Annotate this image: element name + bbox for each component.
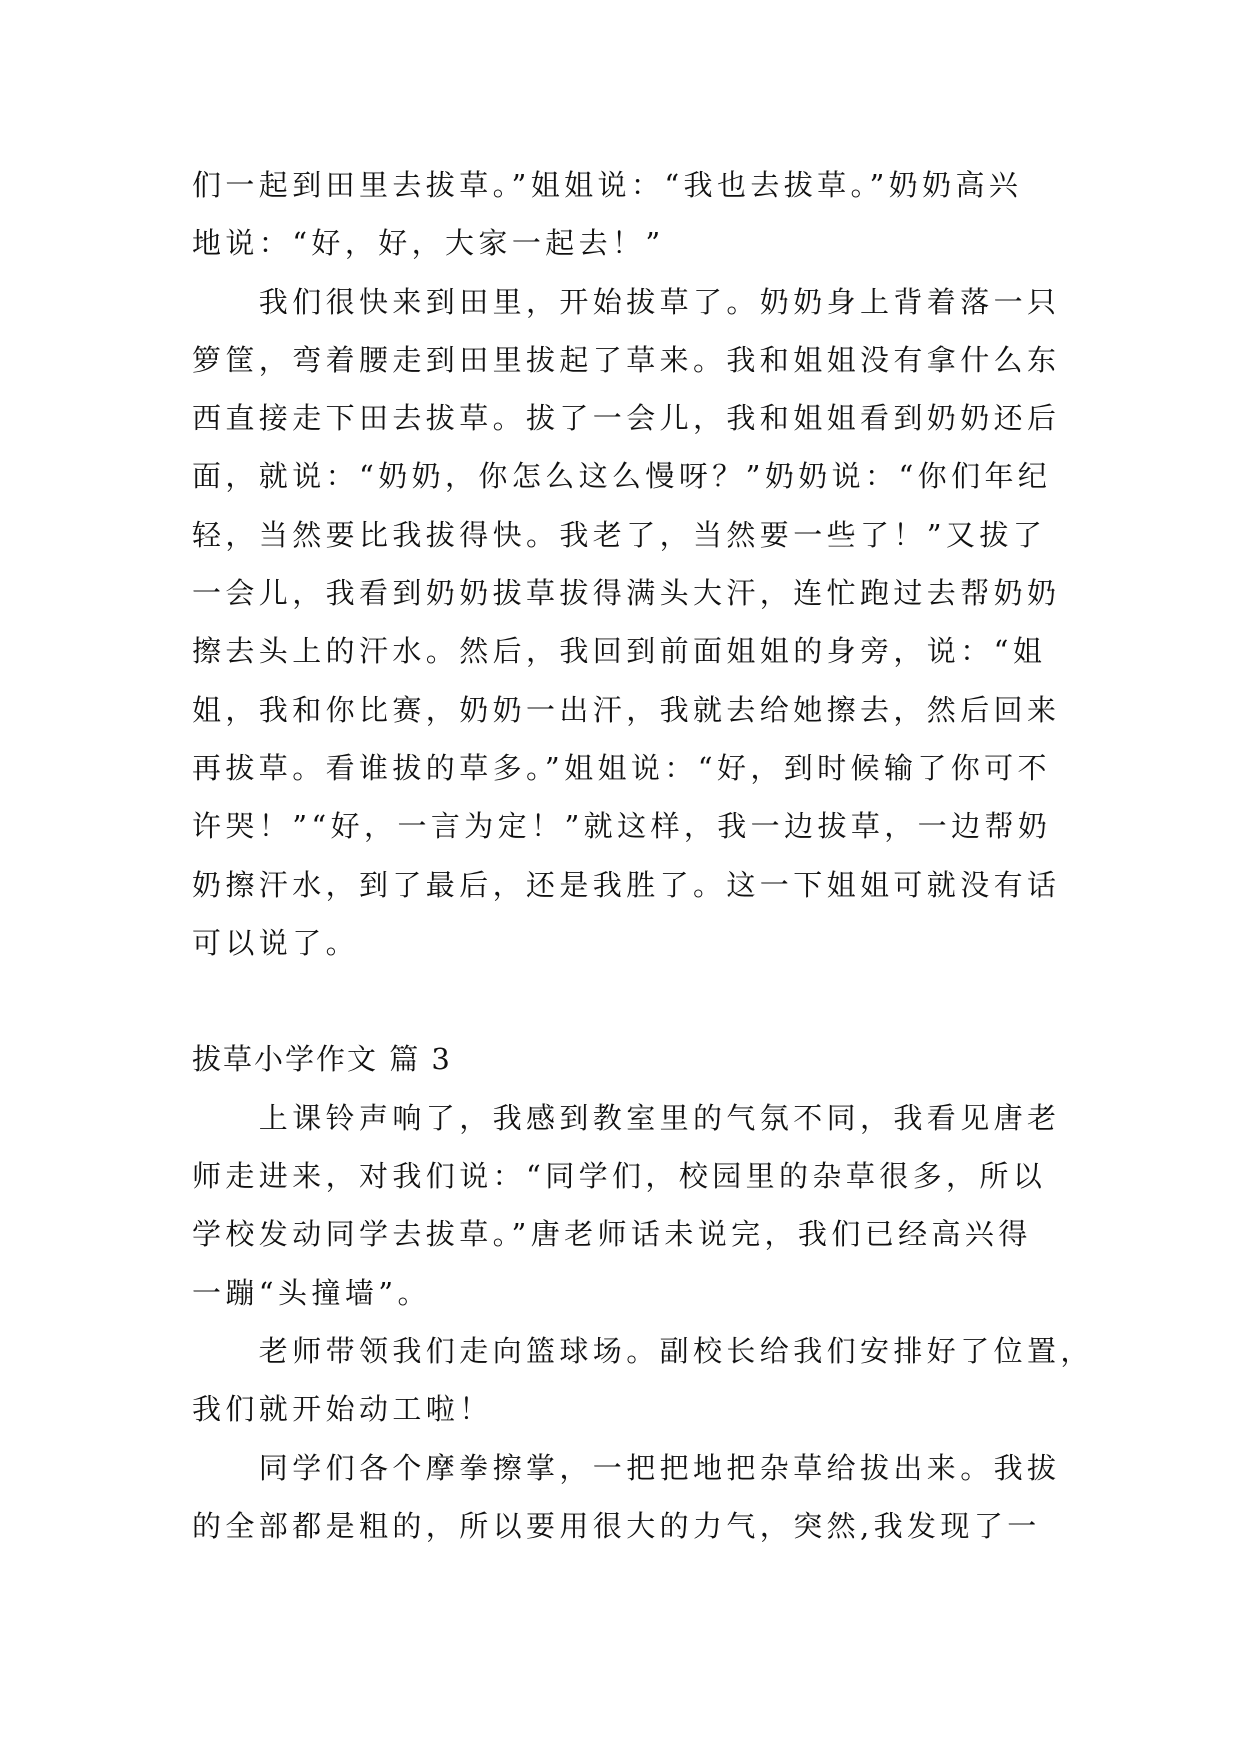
text-line: 可以说了。 bbox=[192, 925, 360, 960]
text-line: 师走进来，对我们说：“同学们，校园里的杂草很多，所以 bbox=[192, 1159, 1047, 1194]
text-line: 姐，我和你比赛，奶奶一出汗，我就去给她擦去，然后回来 bbox=[192, 692, 1061, 727]
text-line: 学校发动同学去拔草。”唐老师话未说完，我们已经高兴得 bbox=[192, 1217, 1032, 1252]
text-line: 轻，当然要比我拔得快。我老了，当然要一些了！”又拔了 bbox=[192, 517, 1047, 552]
text-line: 许哭！”“好，一言为定！”就这样，我一边拔草，一边帮奶 bbox=[192, 809, 1052, 844]
paragraph-gap bbox=[192, 972, 1060, 1030]
text-line: 们一起到田里去拔草。”姐姐说：“我也去拔草。”奶奶高兴 bbox=[192, 168, 1023, 202]
text-line: 奶擦汗水，到了最后，还是我胜了。这一下姐姐可就没有话 bbox=[192, 867, 1061, 902]
text-line: 我们很快来到田里，开始拔草了。奶奶身上背着落一只 bbox=[192, 284, 1061, 319]
text-line: 西直接走下田去拔草。拔了一会儿，我和姐姐看到奶奶还后 bbox=[192, 401, 1061, 436]
text-line: 箩筐，弯着腰走到田里拔起了草来。我和姐姐没有拿什么东 bbox=[192, 342, 1061, 377]
text-line: 地说：“好，好，大家一起去！” bbox=[192, 226, 665, 261]
text-line: 上课铃声响了，我感到教室里的气氛不同，我看见唐老 bbox=[192, 1100, 1061, 1135]
text-line: 擦去头上的汗水。然后，我回到前面姐姐的身旁，说：“姐 bbox=[192, 634, 1047, 669]
text-line: 的全部都是粗的，所以要用很大的力气，突然,我发现了一 bbox=[192, 1508, 1041, 1543]
text-line: 同学们各个摩拳擦掌，一把把地把杂草给拔出来。我拔 bbox=[192, 1450, 1061, 1485]
text-line: 一会儿，我看到奶奶拔草拔得满头大汗，连忙跑过去帮奶奶 bbox=[192, 576, 1061, 611]
text-line: 再拔草。看谁拔的草多。”姐姐说：“好，到时候输了你可不 bbox=[192, 750, 1051, 785]
text-line: 一蹦“头撞墙”。 bbox=[192, 1275, 431, 1310]
text-line: 我们就开始动工啦！ bbox=[192, 1392, 493, 1427]
text-line: 老师带领我们走向篮球场。副校长给我们安排好了位置， bbox=[192, 1333, 1094, 1368]
text-line: 面，就说：“奶奶，你怎么这么慢呀？”奶奶说：“你们年纪 bbox=[192, 459, 1052, 494]
section-heading: 拔草小学作文 篇 3 bbox=[192, 1042, 452, 1077]
document-page bbox=[192, 156, 1094, 1555]
